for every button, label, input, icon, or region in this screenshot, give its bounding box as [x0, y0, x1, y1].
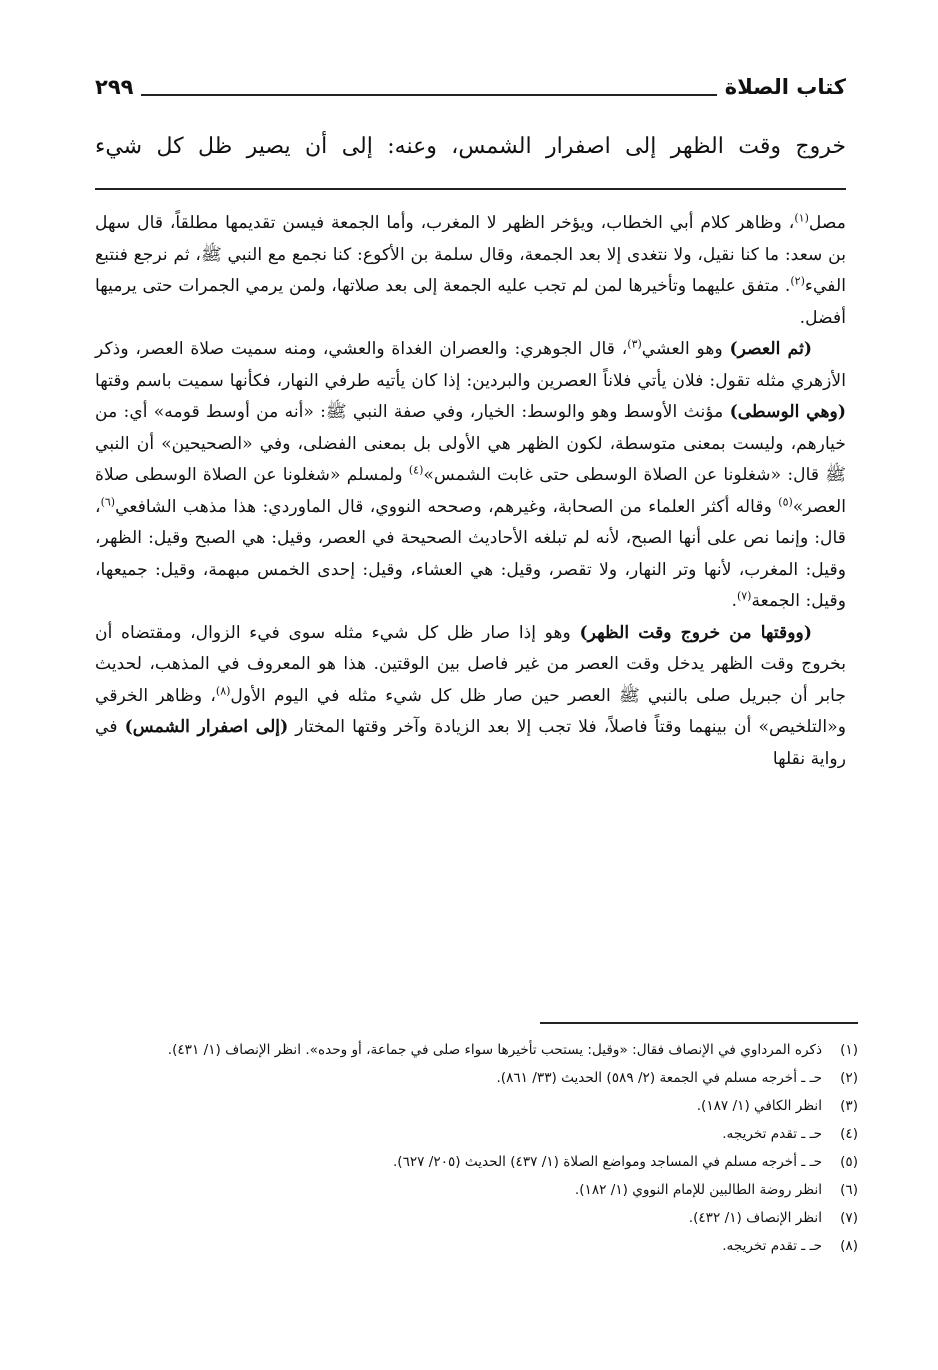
- footnote-ref: (٤): [408, 463, 424, 477]
- text-run: وهو إذا صار ظل كل شيء مثله سوى فيء الزوال، ومقتضاه أن بخروج وقت الظهر يدخل وقت العصر من غير فاصل بين الوقتين. هذا هو المعروف في المذهب، لحديث جابر أن جبريل صلى بالنبي ﷺ العصر حين صار ظل كل شيء مثله في اليوم الأول: [95, 622, 846, 706]
- footnote-number: (١): [840, 1042, 858, 1058]
- running-header: [95, 66, 846, 100]
- text-run: ، قال الجوهري: والعصران الغداة والعشي، ومنه سميت صلاة العصر، وذكر الأزهري مثله تقول: فلان يأتي فلاناً العصرين والبردين: إذا كان يأتيه طرفي النهار، فكأنها سميت باسم وقتها: [95, 339, 846, 391]
- header-rule: [141, 94, 716, 96]
- footnote: [95, 1148, 858, 1176]
- text-run: ، وظاهر الخرقي و«التلخيص» أن بينهما وقتاً فاصلاً، فلا تجب إلا بعد الزيادة وآخر وقتها المختار: [95, 685, 847, 737]
- footnote-ref: (٥): [778, 494, 793, 508]
- paragraph-3: [95, 618, 846, 776]
- page-number: ٢٩٩: [95, 75, 134, 99]
- text-run: ، قال: وإنما نص على أنها الصبح، لأنه لم تبلغه الأحاديث الصحيحة في العصر، وقيل: هي الصبح وقيل: الظهر، وقيل: المغرب، لأنها وتر النهار، ولا تقصر، وقيل: هي العشاء، وقيل: إحدى الخمس مبهمة، وقيل: جميعها، وقيل: الجمعة: [95, 496, 846, 611]
- footnote-separator: [540, 1022, 858, 1024]
- text-run: مصل: [808, 213, 846, 233]
- footnote-text: انظر الإنصاف (١/ ٤٣٢).: [688, 1210, 822, 1226]
- footnote-text: انظر الكافي (١/ ١٨٧).: [696, 1098, 822, 1114]
- footnote-number: (٣): [840, 1098, 858, 1114]
- footnote-number: (٤): [840, 1126, 858, 1142]
- text-run: وهو العشي: [641, 339, 730, 359]
- matn-separator: [95, 188, 846, 190]
- footnote-number: (٥): [840, 1154, 858, 1170]
- matn-keyword: (إلى اصفرار الشمس): [124, 717, 289, 737]
- text-run: وقاله أكثر العلماء من الصحابة، وغيرهم، وصححه النووي، قال الماوردي: هذا مذهب الشافعي: [115, 496, 779, 517]
- text-run: ، وظاهر كلام أبي الخطاب، ويؤخر الظهر لا المغرب، وأما الجمعة فيسن تقديمها مطلقاً، قال سهل بن سعد: ما كنا نقيل، ولا نتغدى إلا بعد الجمعة، وقال سلمة بن الأكوع: كنا نجمع مع النبي ﷺ، ثم نرجع فنتبع الفيء: [95, 213, 846, 296]
- commentary-body: [95, 208, 846, 775]
- footnote-text: حـ ـ أخرجه مسلم في الجمعة (٢/ ٥٨٩) الحديث (٣٣/ ٨٦١).: [496, 1070, 822, 1086]
- footnote-ref: (٧): [736, 589, 752, 603]
- footnote-text: ذكره المرداوي في الإنصاف فقال: «وقيل: يستحب تأخيرها سواء صلى في جماعة، أو وحده». انظر الإنصاف (١/ ٤٣١).: [167, 1042, 822, 1058]
- footnote: [95, 1232, 858, 1260]
- footnote-ref: (٣): [627, 337, 642, 351]
- paragraph-1: [95, 208, 846, 334]
- text-run: . متفق عليهما وتأخيرها لمن لم تجب عليه الجمعة إلى بعد صلاتها، ولمن يرمي الجمرات حتى يرميها أفضل.: [95, 276, 846, 328]
- footnote-ref: (١): [794, 211, 809, 225]
- footnote-number: (٨): [840, 1238, 858, 1254]
- footnote-number: (٦): [840, 1182, 858, 1198]
- book-title: كتاب الصلاة: [724, 75, 846, 99]
- footnote: [95, 1092, 858, 1120]
- footnote: [95, 1036, 858, 1064]
- text-run: ولمسلم «شغلونا عن الصلاة الوسطى صلاة العصر»: [95, 465, 846, 517]
- footnote: [95, 1064, 858, 1092]
- footnote-ref: (٦): [100, 494, 116, 508]
- footnote-text: حـ ـ تقدم تخريجه.: [722, 1238, 822, 1254]
- matn-text: خروج وقت الظهر إلى اصفرار الشمس، وعنه: إلى أن يصير ظل كل شيء: [95, 134, 846, 159]
- footnote: [95, 1120, 858, 1148]
- text-run: في رواية نقلها: [95, 717, 846, 769]
- paragraph-2: [95, 334, 846, 618]
- footnote: [95, 1176, 858, 1204]
- text-run: مؤنث الأوسط وهو والوسط: الخيار، وفي صفة النبي ﷺ: «أنه من أوسط قومه» أي: من خيارهم، وليست بمعنى متوسطة، لكون الظهر هي الأولى بل بمعنى الفضلى، وفي «الصحيحين» أن النبي ﷺ قال: «شغلونا عن الصلاة الوسطى حتى غابت الشمس»: [95, 402, 847, 485]
- footnote-number: (٧): [840, 1210, 858, 1226]
- matn-keyword: (وهي الوسطى): [729, 402, 846, 422]
- text-run: .: [731, 591, 737, 611]
- matn-keyword: (ووقتها من خروج وقت الظهر): [579, 622, 812, 643]
- footnote-number: (٢): [840, 1070, 858, 1086]
- footnote-text: حـ ـ أخرجه مسلم في المساجد ومواضع الصلاة (١/ ٤٣٧) الحديث (٢٠٥/ ٦٢٧).: [392, 1154, 822, 1170]
- footnote-ref: (٨): [215, 683, 231, 697]
- footnote: [95, 1204, 858, 1232]
- footnote-text: انظر روضة الطالبين للإمام النووي (١/ ١٨٢).: [574, 1182, 822, 1198]
- footnote-text: حـ ـ تقدم تخريجه.: [722, 1126, 822, 1142]
- footnote-ref: (٢): [790, 274, 805, 288]
- footnotes: [95, 1036, 858, 1260]
- matn-keyword: (ثم العصر): [729, 339, 812, 359]
